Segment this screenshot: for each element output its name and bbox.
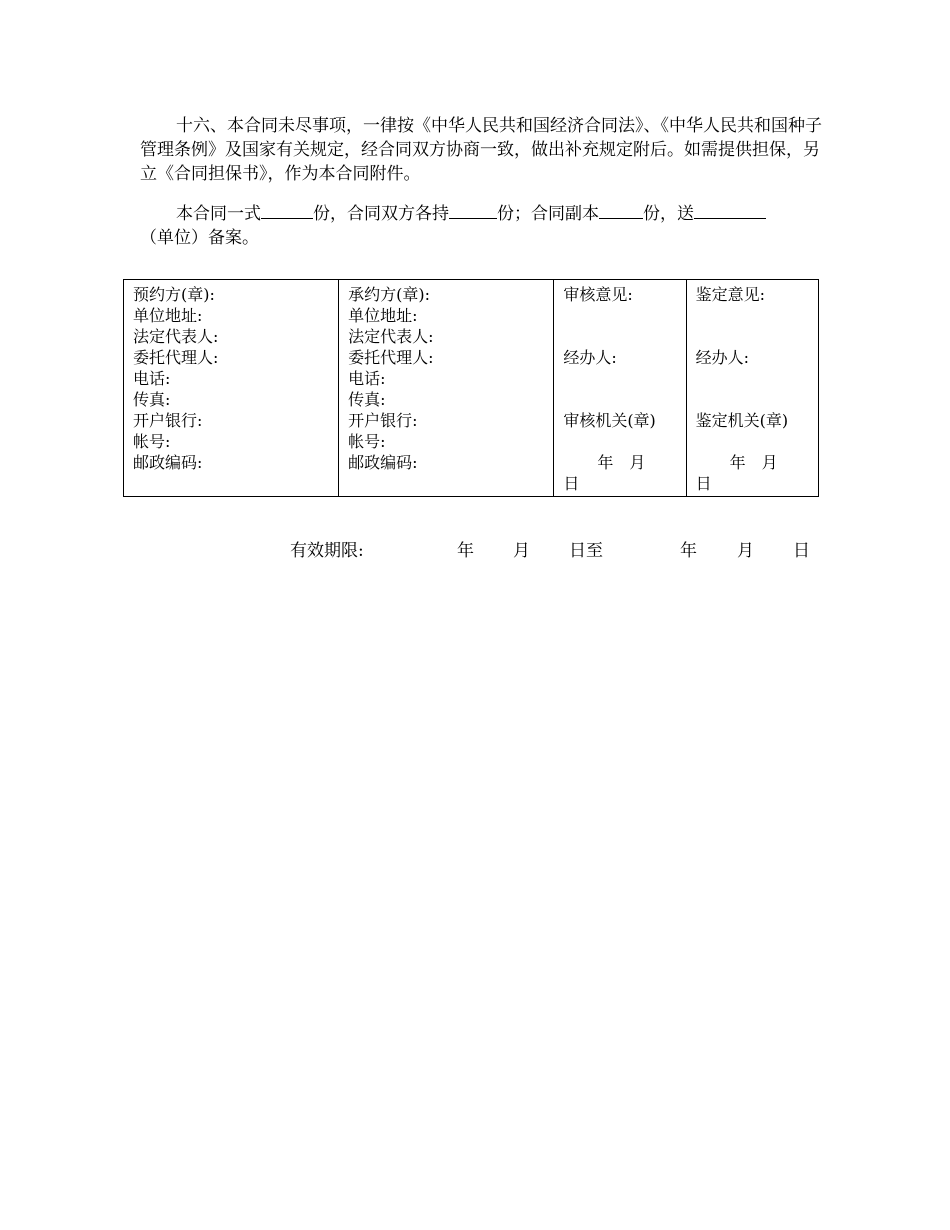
- review-opinion-label: 审核意见:: [563, 285, 633, 304]
- party-a-address-label: 单位地址:: [133, 306, 203, 325]
- appraisal-opinion-label: 鉴定意见:: [695, 285, 766, 304]
- validity-end-day: 日: [793, 541, 810, 561]
- party-a-phone-label: 电话:: [133, 369, 171, 388]
- party-a-fax-label: 传真:: [133, 390, 171, 409]
- copies-each-party-blank[interactable]: [449, 200, 497, 219]
- validity-start-month: 月: [513, 541, 530, 561]
- appraisal-spacer: [696, 326, 809, 347]
- party-a-agent-label: 委托代理人:: [133, 348, 219, 367]
- party-b-bank-label: 开户银行:: [348, 411, 418, 430]
- appraisal-cell: [686, 280, 818, 497]
- appraisal-date-year-month: 年 月: [729, 453, 778, 472]
- review-date-day: 日: [563, 474, 580, 493]
- review-handler-label: 经办人:: [563, 348, 617, 367]
- party-b-address-label: 单位地址:: [348, 306, 418, 325]
- copies-text-5: （单位）备案。: [140, 228, 259, 248]
- review-authority-seal: 审核机关(章): [563, 411, 656, 430]
- party-b-phone-label: 电话:: [348, 369, 386, 388]
- party-b-account-label: 帐号:: [348, 432, 386, 451]
- appraisal-date-day: 日: [695, 474, 712, 493]
- signature-row: [124, 280, 819, 497]
- signature-table: [123, 279, 819, 497]
- party-a-bank-label: 开户银行:: [133, 411, 203, 430]
- party-b-legal-rep-label: 法定代表人:: [348, 327, 434, 346]
- copies-total-blank[interactable]: [261, 200, 313, 219]
- validity-start-year: 年: [457, 541, 474, 561]
- appraisal-handler-label: 经办人:: [695, 348, 750, 367]
- duplicate-copies-blank[interactable]: [599, 200, 643, 219]
- party-b-seal-label: 承约方(章):: [348, 285, 431, 304]
- copies-text-3: 份；合同副本: [497, 204, 599, 224]
- copies-paragraph: [140, 200, 830, 250]
- validity-start-day-to: 日至: [569, 541, 603, 561]
- party-a-postcode-label: 邮政编码:: [133, 453, 203, 472]
- filing-unit-blank[interactable]: [694, 200, 766, 219]
- party-a-account-label: 帐号:: [133, 432, 171, 451]
- review-spacer: [563, 326, 676, 347]
- party-b-agent-label: 委托代理人:: [348, 348, 434, 367]
- validity-label: 有效期限:: [290, 541, 364, 561]
- clause-16-text: 十六、本合同未尽事项，一律按《中华人民共和国经济合同法》、《中华人民共和国种子管理条例》及国家有关规定，经合同双方协商一致，做出补充规定附后。如需提供担保，另立《合同担保书》，作为本合同附件。: [140, 116, 822, 184]
- party-b-fax-label: 传真:: [348, 390, 386, 409]
- party-b-cell: [339, 280, 554, 497]
- party-a-cell: [124, 280, 339, 497]
- validity-end-month: 月: [737, 541, 754, 561]
- party-a-seal-label: 预约方(章):: [133, 285, 215, 304]
- copies-text-1: 本合同一式: [176, 204, 261, 224]
- copies-text-2: 份，合同双方各持: [313, 204, 449, 224]
- party-a-legal-rep-label: 法定代表人:: [133, 327, 219, 346]
- review-date-year-month: 年 月: [597, 453, 646, 472]
- review-cell: [554, 280, 686, 497]
- copies-text-4: 份，送: [643, 204, 694, 224]
- party-b-postcode-label: 邮政编码:: [348, 453, 418, 472]
- validity-end-year: 年: [680, 541, 697, 561]
- appraisal-authority-seal: 鉴定机关(章): [695, 411, 789, 430]
- clause-16-paragraph: [140, 114, 830, 186]
